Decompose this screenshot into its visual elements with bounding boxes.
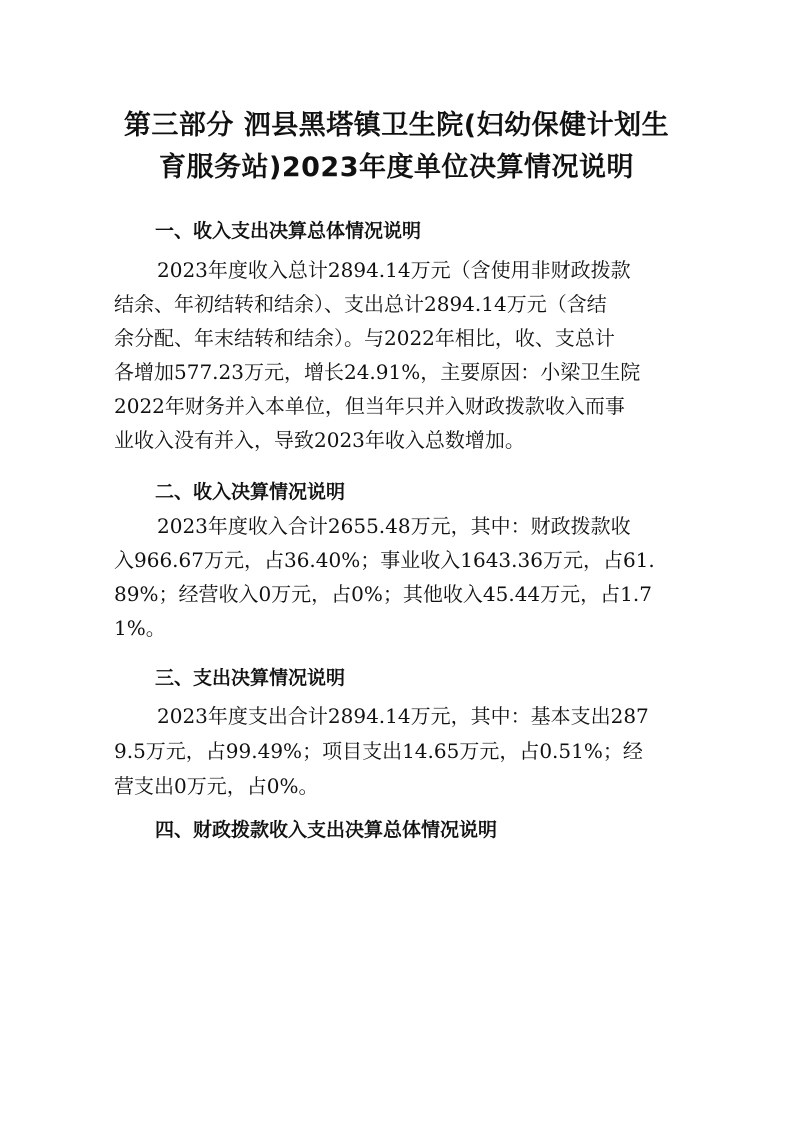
section-1-line-5: 2022年财务并入本单位，但当年只并入财政拨款收入而事 [114,394,625,418]
section-2-line-4: 1%。 [114,616,166,640]
section-1-line-2: 结余、年初结转和结余）、支出总计2894.14万元（含结 [114,292,607,316]
section-2-line-2: 入966.67万元，占36.40%；事业收入1643.36万元，占61. [114,548,655,572]
page-title-line-2: 育服务站)2023年度单位决算情况说明 [159,152,634,183]
section-3-heading: 三、支出决算情况说明 [155,667,346,689]
section-3-line-3: 营支出0万元，占0%。 [114,774,319,798]
section-1-heading: 一、收入支出决算总体情况说明 [155,220,422,242]
section-3-line-1: 2023年度支出合计2894.14万元，其中：基本支出287 [157,704,649,728]
section-1-line-4: 各增加577.23万元，增长24.91%，主要原因：小梁卫生院 [114,360,641,384]
page-title-line-1: 第三部分 泗县黑塔镇卫生院(妇幼保健计划生 [123,110,670,141]
section-4-heading: 四、财政拨款收入支出决算总体情况说明 [155,819,498,841]
section-2-heading: 二、收入决算情况说明 [155,481,346,503]
section-1-line-1: 2023年度收入总计2894.14万元（含使用非财政拨款 [157,258,631,282]
section-2-line-3: 89%；经营收入0万元，占0%；其他收入45.44万元，占1.7 [114,582,652,606]
section-1-line-3: 余分配、年末结转和结余）。与2022年相比，收、支总计 [114,326,615,350]
section-1-line-6: 业收入没有并入，导致2023年收入总数增加。 [114,428,525,452]
section-3-line-2: 9.5万元，占99.49%；项目支出14.65万元，占0.51%；经 [114,739,643,763]
section-2-line-1: 2023年度收入合计2655.48万元，其中：财政拨款收 [157,514,631,538]
